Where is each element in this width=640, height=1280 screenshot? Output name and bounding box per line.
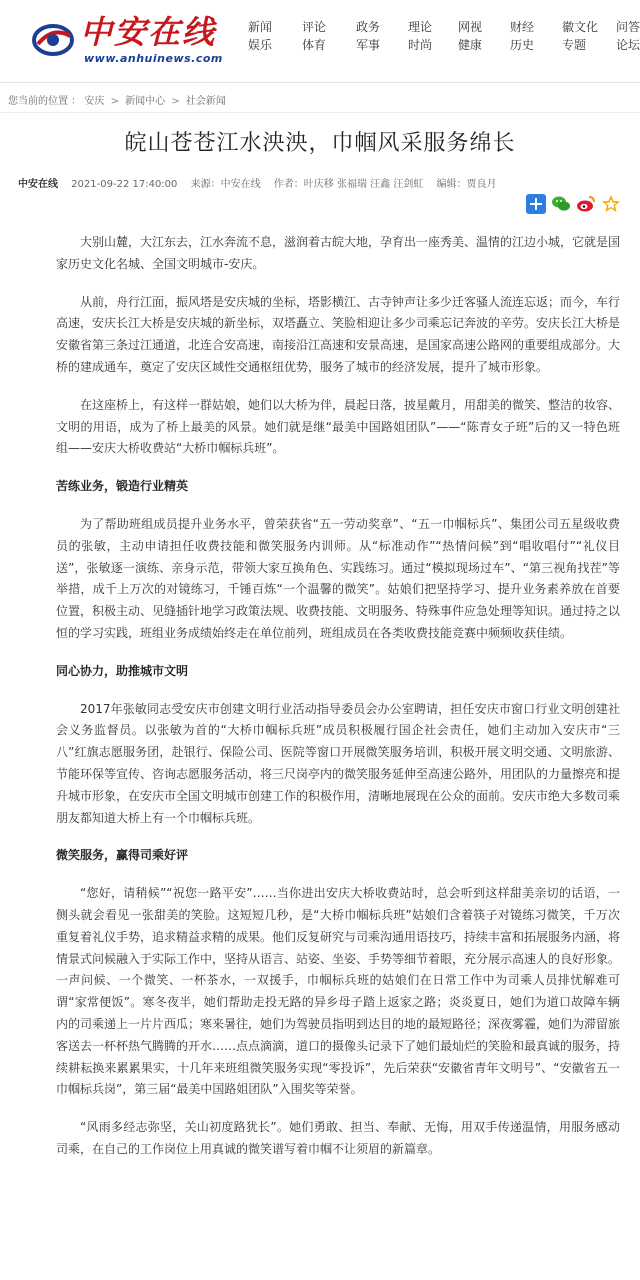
nav-link-video[interactable]: 网视 bbox=[458, 20, 483, 34]
breadcrumb-separator: > bbox=[171, 96, 180, 107]
nav-link-fashion[interactable]: 时尚 bbox=[408, 38, 433, 52]
meta-source: 来源：中安在线 bbox=[190, 179, 261, 190]
meta-editor: 编辑：贾良月 bbox=[436, 179, 497, 190]
meta-author: 作者：叶庆移 张福瑞 汪鑫 汪剑虹 bbox=[273, 179, 424, 190]
breadcrumb-item-anqing[interactable]: 安庆 bbox=[84, 96, 105, 107]
section-heading: 微笑服务，赢得司乘好评 bbox=[56, 848, 189, 863]
share-plus-icon[interactable] bbox=[526, 194, 546, 214]
nav-column bbox=[408, 18, 448, 54]
nav-column bbox=[302, 18, 342, 54]
section-heading: 苦练业务，锻造行业精英 bbox=[56, 479, 189, 494]
nav-link-entertainment[interactable]: 娱乐 bbox=[248, 38, 273, 52]
breadcrumb-item-social-news[interactable]: 社会新闻 bbox=[185, 96, 226, 107]
nav-link-government[interactable]: 政务 bbox=[356, 20, 381, 34]
article-paragraph: 大别山麓，大江东去，江水奔流不息，滋润着古皖大地，孕育出一座秀美、温情的江边小城，它就是国家历史文化名城、全国文明城市-安庆。 bbox=[56, 235, 621, 271]
nav-link-history[interactable]: 历史 bbox=[510, 38, 535, 52]
nav-link-military[interactable]: 军事 bbox=[356, 38, 381, 52]
nav-link-comment[interactable]: 评论 bbox=[302, 20, 327, 34]
nav-column bbox=[458, 18, 498, 54]
header-divider bbox=[0, 82, 640, 83]
site-logo[interactable] bbox=[30, 10, 223, 70]
breadcrumb-item-news-center[interactable]: 新闻中心 bbox=[125, 96, 166, 107]
breadcrumb-separator: > bbox=[110, 96, 119, 107]
nav-column bbox=[510, 18, 550, 54]
breadcrumb bbox=[8, 92, 226, 107]
meta-source-name: 中安在线 bbox=[18, 179, 58, 190]
breadcrumb-divider bbox=[0, 112, 640, 113]
nav-column bbox=[248, 18, 288, 54]
article-paragraph: “您好，请稍候”“祝您一路平安”……当你进出安庆大桥收费站时，总会听到这样甜美亲切的话语，一侧头就会看见一张甜美的笑脸。这短短几秒，是“大桥巾帼标兵班”姑娘们含着筷子对镜练习微笑，千万次重复着礼仪手势，追求精益求精的成果。他们反复研究与司乘沟通用语技巧，持续丰富和拓展服务内涵，将情景式问候融入于实际工作中，坚持从语言、站姿、坐姿、手势等细节着眼，充分展示高速人的良好形象。一声问候、一个微笑、一杯茶水，一双援手，巾帼标兵班的姑娘们在日常工作中为司乘人员排忧解难可谓“家常便饭”。寒冬夜半，她们帮助走投无路的异乡母子踏上返家之路；炎炎夏日，她们为道口故障车辆内的司乘递上一片片西瓜；寒来暑往，她们为驾驶员指明到达目的地的最短路径；深夜雾霾，她们为滞留旅客送去一杯杯热气腾腾的开水……点点滴滴，道口的摄像头记录下了她们最灿烂的笑脸和最真诚的服务，持续耕耘换来累累果实，十几年来班组微笑服务实现“零投诉”，先后荣获“安徽省青年文明号”、“安徽省五一巾帼标兵岗”，第三届“最美中国路姐团队”入围奖等荣誉。 bbox=[56, 886, 621, 1097]
article-paragraph: 从前，舟行江面，振风塔是安庆城的坐标，塔影横江、古寺钟声让多少迁客骚人流连忘返；而今，车行高速，安庆长江大桥是安庆城的新坐标，双塔矗立、笑脸相迎让多少司乘忘记奔波的辛劳。安庆长江大桥是安徽省第三条过江通道，北连合安高速，南接沿江高速和安景高速，是国家高速公路网的重要组成部分。大桥的建成通车，奠定了安庆区域性交通枢纽优势，服务了城市的经济发展，提升了城市形象。 bbox=[56, 294, 621, 374]
nav-column bbox=[616, 18, 640, 54]
article-paragraph: 在这座桥上，有这样一群姑娘，她们以大桥为伴，晨起日落，披星戴月，用甜美的微笑、整洁的妆容、文明的用语，成为了桥上最美的风景。她们就是继“最美中国路姐团队”——“陈青女子班”后的又一特色班组——安庆大桥收费站“大桥巾帼标兵班”。 bbox=[56, 397, 621, 456]
nav-link-sports[interactable]: 体育 bbox=[302, 38, 327, 52]
nav-column bbox=[562, 18, 602, 54]
nav-link-finance[interactable]: 财经 bbox=[510, 20, 535, 34]
favorite-star-icon[interactable] bbox=[601, 194, 621, 214]
article-title: 皖山苍苍江水泱泱，巾帼风采服务绵长 bbox=[124, 131, 516, 156]
nav-link-news[interactable]: 新闻 bbox=[248, 20, 273, 34]
nav-link-forum[interactable]: 论坛 bbox=[616, 38, 640, 52]
article-meta bbox=[18, 175, 497, 190]
wechat-icon[interactable] bbox=[551, 194, 571, 214]
globe-logo-icon bbox=[30, 14, 76, 60]
site-header bbox=[0, 0, 640, 78]
nav-link-health[interactable]: 健康 bbox=[458, 38, 483, 52]
meta-datetime: 2021-09-22 17:40:00 bbox=[71, 179, 178, 190]
nav-link-theory[interactable]: 理论 bbox=[408, 20, 433, 34]
breadcrumb-prefix: 您当前的位置 ： bbox=[8, 96, 82, 107]
nav-link-topics[interactable]: 专题 bbox=[562, 38, 587, 52]
logo-url: www.anhuinews.com bbox=[84, 52, 223, 65]
nav-column bbox=[356, 18, 396, 54]
share-bar bbox=[526, 194, 622, 216]
article-paragraph: 为了帮助班组成员提升业务水平，曾荣获省“五一劳动奖章”、“五一巾帼标兵”、集团公司五星级收费员的张敏，主动申请担任收费技能和微笑服务内训师。从“标准动作”“热情问候”到“唱收唱付”“礼仪目送”，张敏逐一演练、亲身示范，带领大家互换角色、实践练习。通过“模拟现场过车”、“第三视角找茬”等举措，成千上万次的对镜练习，千锤百炼“一个温馨的微笑”。姑娘们把坚持学习、提升业务素养放在首要位置，积极主动、见缝插针地学习政策法规、收费技能、文明服务、特殊事件应急处理等知识。通过持之以恒的学习实践，班组业务成绩始终走在单位前列，班组成员在各类收费技能竞赛中频频收获佳绩。 bbox=[56, 516, 621, 640]
nav-link-qa[interactable]: 问答 bbox=[616, 20, 640, 34]
nav-link-culture[interactable]: 徽文化 bbox=[562, 20, 599, 34]
weibo-icon[interactable] bbox=[576, 194, 596, 214]
article-body bbox=[56, 232, 620, 1177]
article-paragraph: “风雨多经志弥坚，关山初度路犹长”。她们勇敢、担当、奉献、无悔，用双手传递温情，用服务感动司乘，在自己的工作岗位上用真诚的微笑谱写着巾帼不让须眉的新篇章。 bbox=[56, 1120, 620, 1156]
article-paragraph: 2017年张敏同志受安庆市创建文明行业活动指导委员会办公室聘请，担任安庆市窗口行业文明创建社会义务监督员。以张敏为首的“大桥巾帼标兵班”成员积极履行国企社会责任，她们主动加入安庆市“三八”红旗志愿服务团，赴银行、保险公司、医院等窗口开展微笑服务培训，积极开展文明交通、文明旅游、节能环保等宣传、咨询志愿服务活动，将三尺岗亭内的微笑服务延伸至高速公路外，用团队的力量擦亮和提升城市形象，在安庆市全国文明城市创建工作的积极作用，清晰地展现在公众的面前。安庆市绝大多数司乘朋友都知道大桥上有一个巾帼标兵班。 bbox=[56, 701, 621, 825]
section-heading: 同心协力，助推城市文明 bbox=[56, 663, 189, 678]
logo-text: 中安在线 bbox=[80, 13, 217, 51]
